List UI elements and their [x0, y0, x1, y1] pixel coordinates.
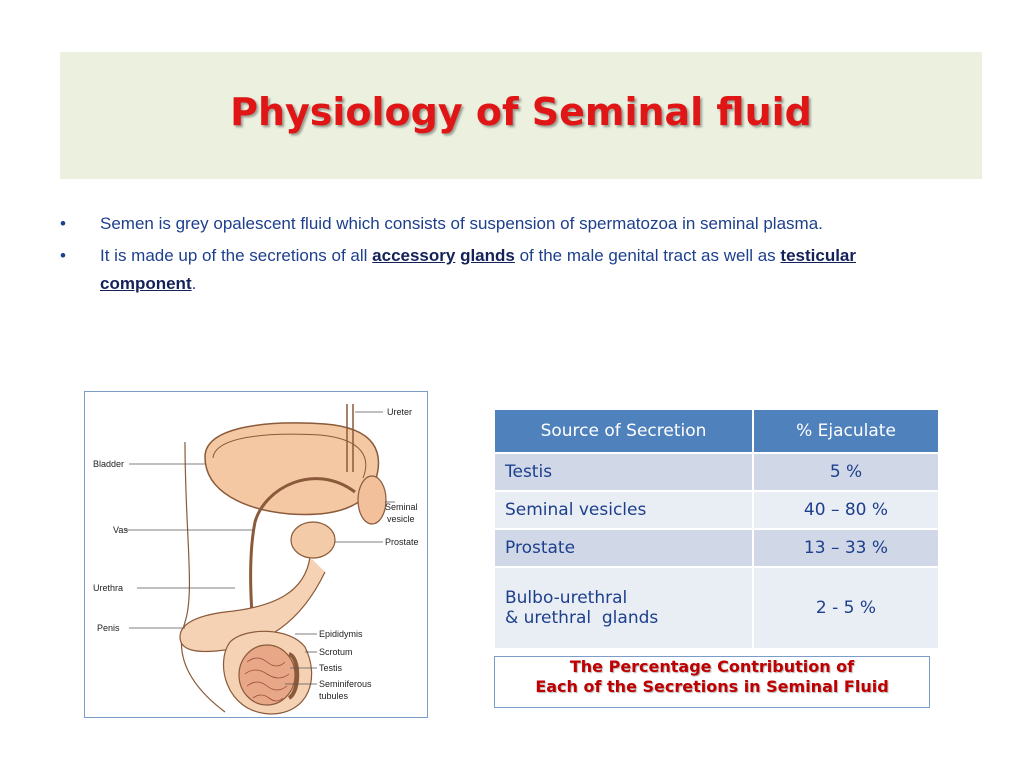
label-epididymis: Epididymis	[319, 629, 363, 639]
bullet-text: Semen is grey opalescent fluid which consists of suspension of spermatozoa in seminal plasma.	[100, 214, 823, 233]
source-cell	[495, 567, 753, 648]
percent-cell: 13 – 33 %	[753, 529, 938, 567]
caption-line: Each of the Secretions in Seminal Fluid	[535, 677, 889, 696]
label-ureter: Ureter	[387, 407, 413, 417]
bullet-item	[60, 242, 940, 298]
percent-cell: 2 - 5 %	[753, 567, 938, 648]
title-band	[60, 52, 982, 179]
label-seminiferous-tubules: Seminiferous	[319, 679, 372, 689]
bullet-text: .	[191, 274, 197, 293]
table-row	[495, 567, 938, 648]
glands-link[interactable]: glands	[460, 246, 515, 265]
label-scrotum: Scrotum	[319, 647, 353, 657]
prostate-shape	[291, 522, 335, 558]
bullet-text: of the male genital tract as well as	[514, 246, 781, 265]
label-prostate: Prostate	[385, 537, 419, 547]
label-vas: Vas	[113, 525, 128, 535]
source-cell: Seminal vesicles	[495, 491, 753, 529]
bullet-text: It is made up of the secretions of all	[100, 246, 373, 265]
secretion-table	[495, 410, 938, 648]
slide-title: Physiology of Seminal fluid	[230, 90, 812, 134]
anatomy-diagram	[85, 392, 427, 717]
bullet-list	[60, 210, 940, 302]
testis-shape	[239, 645, 295, 705]
label-penis: Penis	[97, 623, 120, 633]
anatomy-figure	[84, 391, 428, 718]
source-cell: Prostate	[495, 529, 753, 567]
label-seminal-vesicle: Seminal	[385, 502, 418, 512]
table-header-row	[495, 410, 938, 453]
table-row	[495, 491, 938, 529]
label-testis: Testis	[319, 663, 343, 673]
column-header-ejaculate: % Ejaculate	[753, 410, 938, 453]
testicular-component-link[interactable]: testicular component	[100, 246, 856, 293]
table-row	[495, 453, 938, 491]
accessory-link[interactable]: accessory	[372, 246, 456, 265]
percent-cell: 5 %	[753, 453, 938, 491]
column-header-source: Source of Secretion	[495, 410, 753, 453]
bullet-icon: •	[60, 214, 66, 233]
label-seminal-vesicle: vesicle	[387, 514, 415, 524]
label-urethra: Urethra	[93, 583, 124, 593]
bullet-icon: •	[60, 246, 66, 265]
seminal-vesicle-shape	[358, 476, 386, 524]
source-line: & urethral glands	[505, 608, 659, 628]
bullet-item	[60, 210, 940, 238]
label-bladder: Bladder	[93, 459, 125, 469]
label-seminiferous-tubules: tubules	[319, 691, 349, 701]
source-line: Bulbo-urethral	[505, 588, 628, 608]
table-caption	[494, 656, 930, 708]
caption-line: The Percentage Contribution of	[569, 657, 855, 676]
percent-cell: 40 – 80 %	[753, 491, 938, 529]
table-row	[495, 529, 938, 567]
source-cell: Testis	[495, 453, 753, 491]
